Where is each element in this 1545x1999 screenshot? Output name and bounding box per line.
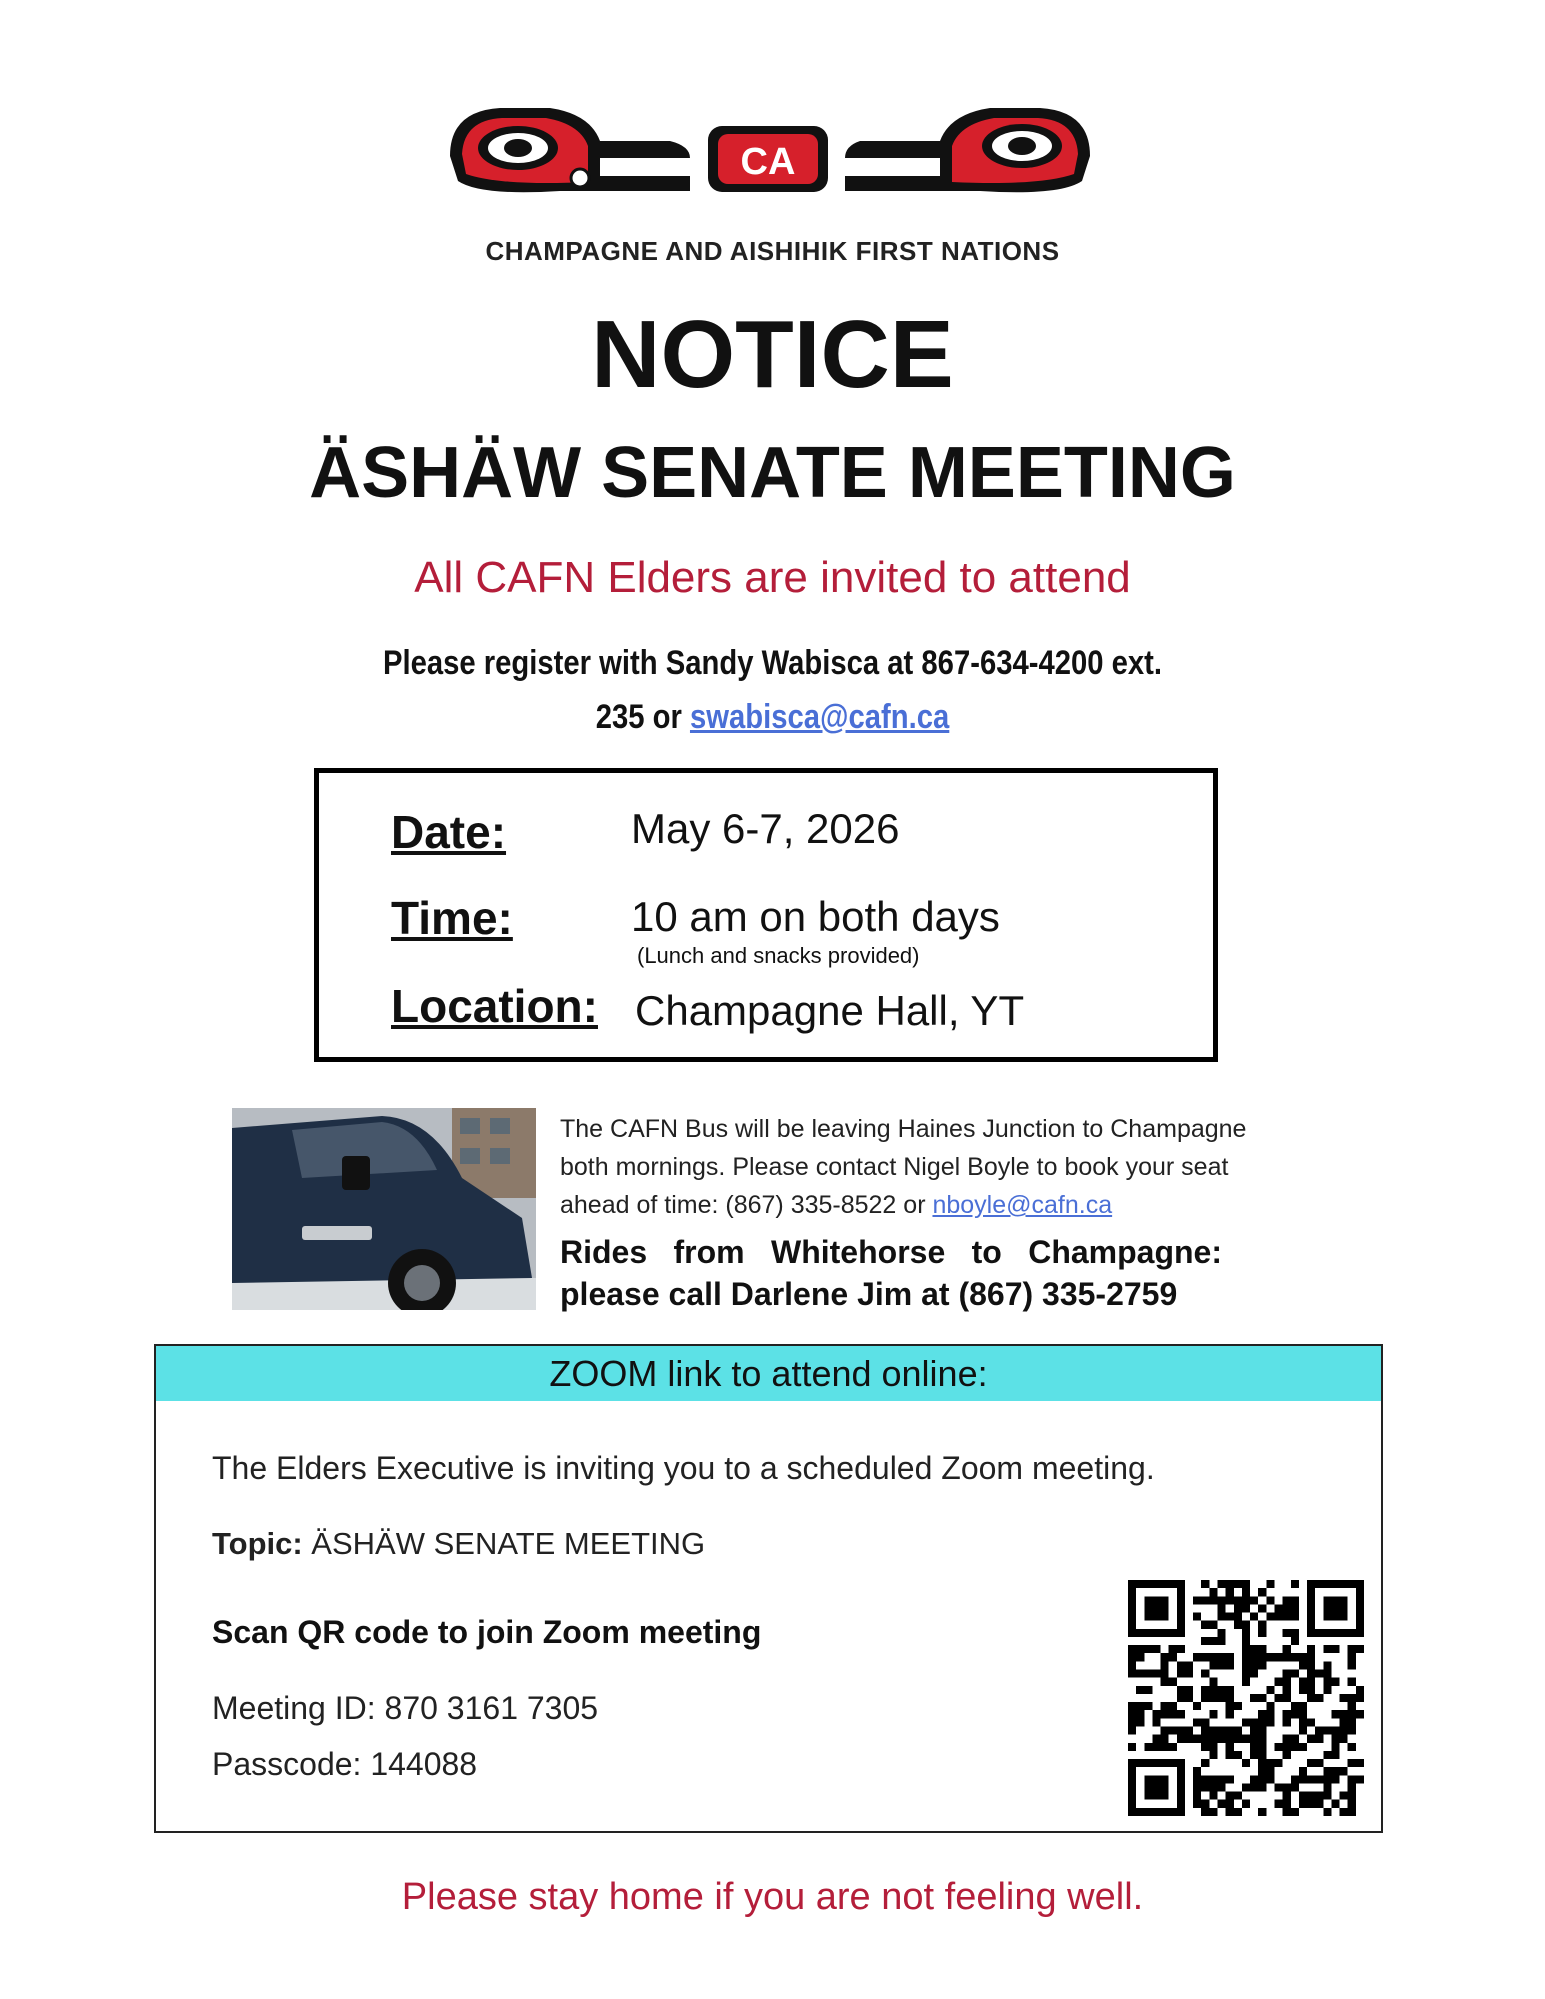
bus-line-2: both mornings. Please contact Nigel Boyle to book your seat bbox=[560, 1153, 1229, 1181]
rides-line-1: Rides from Whitehorse to Champagne: bbox=[560, 1234, 1222, 1270]
register-email-link[interactable]: swabisca@cafn.ca bbox=[689, 698, 950, 736]
location-label: Location: bbox=[391, 980, 598, 1032]
qr-code-icon[interactable] bbox=[1128, 1580, 1364, 1816]
meeting-title: ÄSHÄW SENATE MEETING bbox=[309, 433, 1236, 513]
register-line-2 bbox=[108, 694, 1437, 740]
bus-line-3 bbox=[560, 1186, 1310, 1224]
zoom-header: ZOOM link to attend online: bbox=[156, 1346, 1381, 1401]
time-value: 10 am on both days bbox=[631, 893, 1000, 940]
bus-photo bbox=[232, 1108, 536, 1310]
zoom-topic-label: Topic: bbox=[212, 1526, 303, 1561]
bus-info bbox=[560, 1110, 1310, 1224]
time-label: Time: bbox=[391, 892, 513, 944]
register-prefix: 235 or bbox=[595, 698, 690, 736]
notice-title: NOTICE bbox=[591, 301, 954, 408]
logo-text: CA bbox=[740, 141, 796, 183]
zoom-box bbox=[154, 1344, 1383, 1833]
zoom-passcode: Passcode: 144088 bbox=[212, 1746, 478, 1782]
date-value: May 6-7, 2026 bbox=[631, 805, 900, 852]
location-value: Champagne Hall, YT bbox=[635, 987, 1025, 1034]
time-note: (Lunch and snacks provided) bbox=[637, 943, 920, 968]
zoom-topic bbox=[212, 1526, 705, 1562]
org-name: CHAMPAGNE AND AISHIHIK FIRST NATIONS bbox=[485, 236, 1060, 266]
date-label: Date: bbox=[391, 806, 507, 858]
bus-line-3-prefix: ahead of time: (867) 335-8522 or bbox=[560, 1191, 933, 1219]
invite-line: All CAFN Elders are invited to attend bbox=[414, 553, 1131, 602]
details-box bbox=[314, 768, 1218, 1062]
stay-home-notice: Please stay home if you are not feeling well. bbox=[401, 1876, 1144, 1918]
cafn-logo bbox=[440, 96, 1100, 216]
bus-line-1: The CAFN Bus will be leaving Haines Junction to Champagne bbox=[560, 1115, 1247, 1143]
rides-line-2: please call Darlene Jim at (867) 335-2759 bbox=[560, 1276, 1178, 1312]
zoom-topic-value: ÄSHÄW SENATE MEETING bbox=[302, 1526, 706, 1561]
zoom-scan-instruction: Scan QR code to join Zoom meeting bbox=[212, 1614, 762, 1650]
bus-email-link[interactable]: nboyle@cafn.ca bbox=[932, 1191, 1113, 1219]
zoom-meeting-id: Meeting ID: 870 3161 7305 bbox=[212, 1690, 599, 1726]
zoom-invite: The Elders Executive is inviting you to a scheduled Zoom meeting. bbox=[212, 1450, 1155, 1486]
register-line-1: Please register with Sandy Wabisca at 867-634-4200 ext. bbox=[382, 644, 1163, 682]
